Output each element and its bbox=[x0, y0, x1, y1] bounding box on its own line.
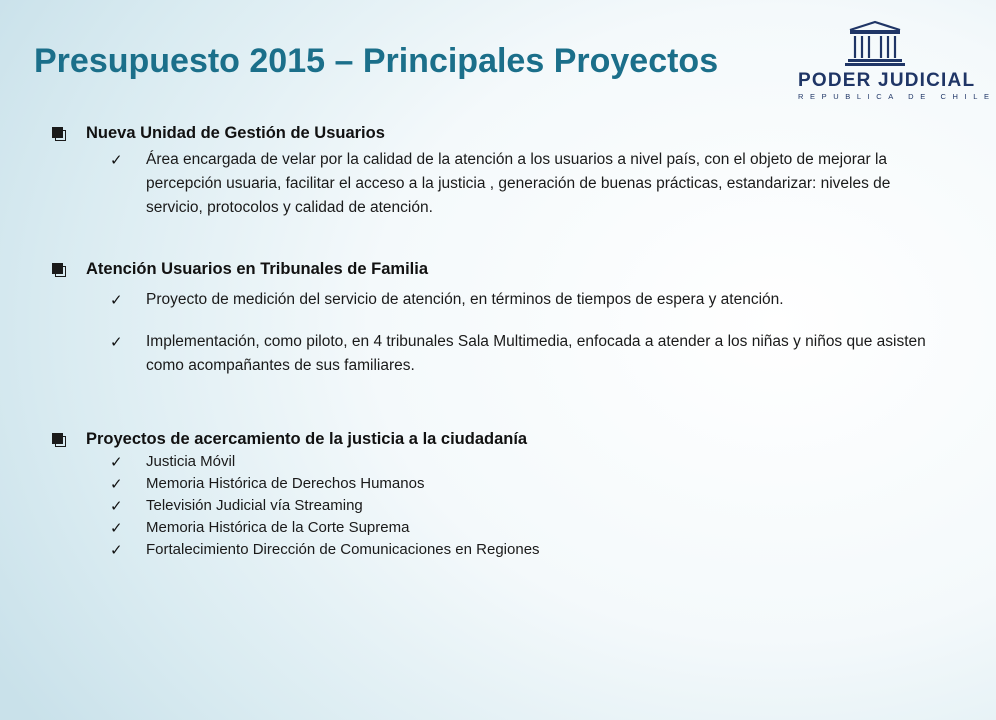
list-item-text: Justicia Móvil bbox=[146, 453, 236, 470]
list-item bbox=[110, 451, 932, 473]
checkmark-icon: ✓ bbox=[110, 151, 123, 169]
list-item-text: Fortalecimiento Dirección de Comunicaciones en Regiones bbox=[146, 541, 540, 558]
list-item bbox=[110, 288, 940, 312]
list-item bbox=[110, 495, 932, 517]
section-nueva-unidad bbox=[52, 124, 932, 220]
list-item-text: Implementación, como piloto, en 4 tribunales Sala Multimedia, enfocada a atender a los niñas y niños que asisten como acompañantes de sus familiares. bbox=[146, 333, 926, 374]
logo-subtitle: REPUBLICA DE CHILE bbox=[798, 92, 996, 101]
poder-judicial-logo bbox=[790, 20, 996, 104]
list-item bbox=[110, 539, 932, 561]
section-heading bbox=[52, 260, 932, 279]
list-item-text: Área encargada de velar por la calidad de la atención a los usuarios a nivel país, con el objeto de mejorar la percepción usuaria, facilitar el acceso a la justicia , generación de buenas prácticas, estandarizar: niveles de servicio, protocolos y calidad de atención. bbox=[146, 151, 891, 216]
square-bullet-icon bbox=[52, 433, 66, 447]
list-item-text: Televisión Judicial vía Streaming bbox=[146, 497, 363, 514]
list-item-text: Memoria Histórica de Derechos Humanos bbox=[146, 475, 425, 492]
checkmark-icon: ✓ bbox=[110, 453, 123, 471]
slide-title: Presupuesto 2015 – Principales Proyectos bbox=[34, 42, 719, 80]
checkmark-icon: ✓ bbox=[110, 291, 123, 309]
section-heading-text: Proyectos de acercamiento de la justicia a la ciudadanía bbox=[86, 430, 528, 448]
checkmark-icon: ✓ bbox=[110, 333, 123, 351]
list-item bbox=[110, 148, 930, 220]
list-item bbox=[110, 517, 932, 539]
logo-name: PODER JUDICIAL bbox=[798, 70, 976, 91]
checkmark-icon: ✓ bbox=[110, 519, 123, 537]
section-acercamiento-justicia bbox=[52, 430, 932, 561]
square-bullet-icon bbox=[52, 263, 66, 277]
section-heading-text: Nueva Unidad de Gestión de Usuarios bbox=[86, 124, 385, 142]
square-bullet-icon bbox=[52, 127, 66, 141]
list-item-text: Proyecto de medición del servicio de atención, en términos de tiempos de espera y atención. bbox=[146, 291, 784, 308]
section-heading bbox=[52, 430, 932, 449]
list-item bbox=[110, 330, 940, 378]
checkmark-icon: ✓ bbox=[110, 497, 123, 515]
section-heading-text: Atención Usuarios en Tribunales de Familia bbox=[86, 260, 429, 278]
checkmark-icon: ✓ bbox=[110, 541, 123, 559]
section-atencion-usuarios bbox=[52, 260, 932, 378]
list-item bbox=[110, 473, 932, 495]
list-item-text: Memoria Histórica de la Corte Suprema bbox=[146, 519, 410, 536]
section-heading bbox=[52, 124, 932, 143]
checkmark-icon: ✓ bbox=[110, 475, 123, 493]
courthouse-icon bbox=[790, 20, 960, 70]
